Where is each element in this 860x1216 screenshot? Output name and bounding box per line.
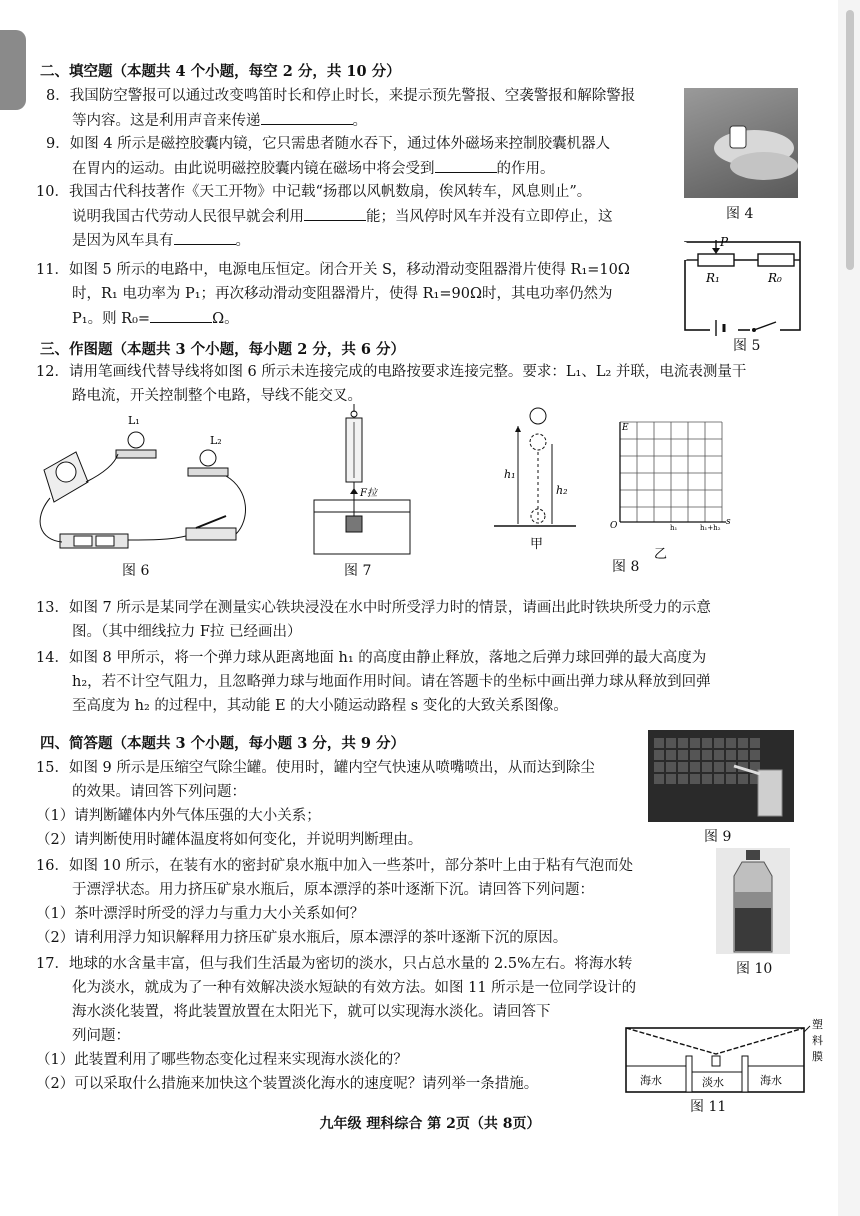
q17-line4: 列问题： (72, 1028, 130, 1044)
q17-line3: 海水淡化装置，将此装置放置在太阳光下，就可以实现海水淡化。请回答下 (72, 1004, 551, 1020)
page-footer: 九年级 理科综合 第 2页（共 8页） (319, 1116, 541, 1132)
label-h1: h₁ (504, 468, 516, 481)
section4-header: 四、简答题（本题共 3 个小题，每小题 3 分，共 9 分） (40, 735, 406, 752)
label-freshwater: 淡水 (702, 1076, 724, 1089)
q14-line2: h₂，若不计空气阻力，且忽略弹力球与地面作用时间。请在答题卡的坐标中画出弹力球从释放到回弹 (72, 674, 711, 690)
label-film-1: 塑 (812, 1018, 823, 1031)
q17-sub1: （1）此装置利用了哪些物态变化过程来实现海水淡化的？ (36, 1052, 408, 1068)
fig10-caption: 图 10 (736, 961, 773, 977)
section2-header: 二、填空题（本题共 4 个小题，每空 2 分，共 10 分） (40, 63, 401, 80)
q16-sub2: （2）请利用浮力知识解释用力挤压矿泉水瓶后，原本漂浮的茶叶逐渐下沉的原因。 (36, 930, 568, 946)
fig7-caption: 图 7 (344, 563, 372, 579)
fig6-circuit (30, 410, 270, 560)
scrollbar[interactable] (838, 0, 860, 1216)
q8-line2: 等内容。这是利用声音来传递 。 (72, 110, 367, 131)
q9-line1: 9．如图 4 所示是磁控胶囊内镜，它只需患者随水吞下，通过体外磁场来控制胶囊机器人 (46, 136, 611, 152)
fig11-caption: 图 11 (690, 1099, 727, 1115)
q16-sub1: （1）茶叶漂浮时所受的浮力与重力大小关系如何？ (36, 906, 365, 922)
fig8-yi-grid (604, 418, 734, 568)
page-tab (0, 30, 26, 110)
bottle-photo (716, 848, 790, 954)
label-yi: 乙 (654, 547, 668, 562)
label-h2: h₂ (556, 484, 568, 497)
label-film-2: 料 (812, 1034, 823, 1047)
duster-photo (648, 730, 794, 822)
fig6-caption: 图 6 (122, 563, 150, 579)
q15-line1: 15．如图 9 所示是压缩空气除尘罐。使用时，罐内空气快速从喷嘴喷出，从而达到除尘 (36, 760, 595, 776)
answer-blank[interactable] (261, 110, 353, 125)
section3-header: 三、作图题（本题共 3 个小题，每小题 2 分，共 6 分） (40, 341, 406, 358)
label-R0: R₀ (768, 271, 782, 285)
q8-line1: 8．我国防空警报可以通过改变鸣笛时长和停止时长，来提示预先警报、空袭警报和解除警报 (46, 88, 636, 104)
q12-line2: 路电流，开关控制整个电路，导线不能交叉。 (72, 388, 362, 404)
label-P: P (720, 235, 729, 249)
q15-sub2: （2）请判断使用时罐体温度将如何变化，并说明判断理由。 (36, 832, 423, 848)
label-film-3: 膜 (812, 1050, 823, 1063)
q16-line2: 于漂浮状态。用力挤压矿泉水瓶后，原本漂浮的茶叶逐渐下沉。请回答下列问题： (72, 882, 594, 898)
q13-line2: 图。（其中细线拉力 F拉 已经画出） (72, 624, 302, 640)
label-E: E (622, 423, 629, 433)
fig9-caption: 图 9 (704, 829, 732, 845)
label-L1: L₁ (128, 414, 140, 427)
q10-line2: 说明我国古代劳动人民很早就会利用 能；当风停时风车并没有立即停止，这 (72, 206, 613, 227)
scrollbar-thumb[interactable] (846, 10, 854, 270)
answer-blank[interactable] (174, 230, 236, 245)
answer-blank[interactable] (435, 158, 497, 173)
label-s: s (726, 517, 731, 527)
q11-line1: 11．如图 5 所示的电路中，电源电压恒定。闭合开关 S，移动滑动变阻器滑片使得 R₁=10Ω (36, 262, 630, 278)
q16-line1: 16．如图 10 所示，在装有水的密封矿泉水瓶中加入一些茶叶，部分茶叶上由于粘有气泡而处 (36, 858, 634, 874)
label-jia: 甲 (530, 537, 544, 552)
answer-blank[interactable] (150, 308, 212, 323)
q17-line1: 17．地球的水含量丰富，但与我们生活最为密切的淡水，只占总水量的 2.5%左右。将海水转 (36, 956, 633, 972)
label-seawater-left: 海水 (640, 1074, 662, 1087)
fig5-circuit (680, 232, 810, 340)
q9-line2: 在胃内的运动。由此说明磁控胶囊内镜在磁场中将会受到 的作用。 (72, 158, 555, 179)
q15-line2: 的效果。请回答下列问题： (72, 784, 246, 800)
q11-line2: 时，R₁ 电功率为 P₁；再次移动滑动变阻器滑片，使得 R₁=90Ω时，其电功率仍然为 (72, 286, 613, 302)
q10-line3: 是因为风车具有 。 (72, 230, 250, 251)
label-F: F拉 (360, 488, 377, 499)
fig5-caption: 图 5 (733, 338, 761, 354)
q17-line2: 化为淡水，就成为了一种有效解决淡水短缺的有效方法。如图 11 所示是一位同学设计的 (72, 980, 637, 996)
fig8-caption: 图 8 (612, 559, 640, 575)
capsule-photo (684, 88, 798, 198)
answer-blank[interactable] (304, 206, 366, 221)
q14-line3: 至高度为 h₂ 的过程中，其动能 E 的大小随运动路程 s 变化的大致关系图像。 (72, 698, 568, 714)
label-seawater-right: 海水 (760, 1074, 782, 1087)
tick-h1: h₁ (670, 524, 678, 532)
fig11-desalination (618, 1016, 830, 1094)
fig7-diagram (306, 404, 426, 559)
q15-sub1: （1）请判断罐体内外气体压强的大小关系； (36, 808, 321, 824)
fig8-jia (490, 404, 580, 552)
q14-line1: 14．如图 8 甲所示，将一个弹力球从距离地面 h₁ 的高度由静止释放，落地之后弹力球回弹的最大高度为 (36, 650, 707, 666)
label-L2: L₂ (210, 434, 222, 447)
tick-h1h2: h₁+h₂ (700, 524, 721, 532)
q13-line1: 13．如图 7 所示是某同学在测量实心铁块浸没在水中时所受浮力时的情景，请画出此时铁块所受力的示意 (36, 600, 711, 616)
label-O: O (610, 521, 618, 531)
q17-sub2: （2）可以采取什么措施来加快这个装置淡化海水的速度呢？请列举一条措施。 (36, 1076, 539, 1092)
label-R1: R₁ (706, 271, 720, 285)
q12-line1: 12．请用笔画线代替导线将如图 6 所示未连接完成的电路按要求连接完整。要求：L₁、L₂ 并联，电流表测量干 (36, 364, 747, 380)
q10-line1: 10．我国古代科技著作《天工开物》中记载“扬郡以风帆数扇，俟风转车，风息则止”。 (36, 184, 592, 200)
q11-line3: P₁。则 R₀= Ω。 (72, 308, 239, 329)
fig4-caption: 图 4 (726, 206, 754, 222)
